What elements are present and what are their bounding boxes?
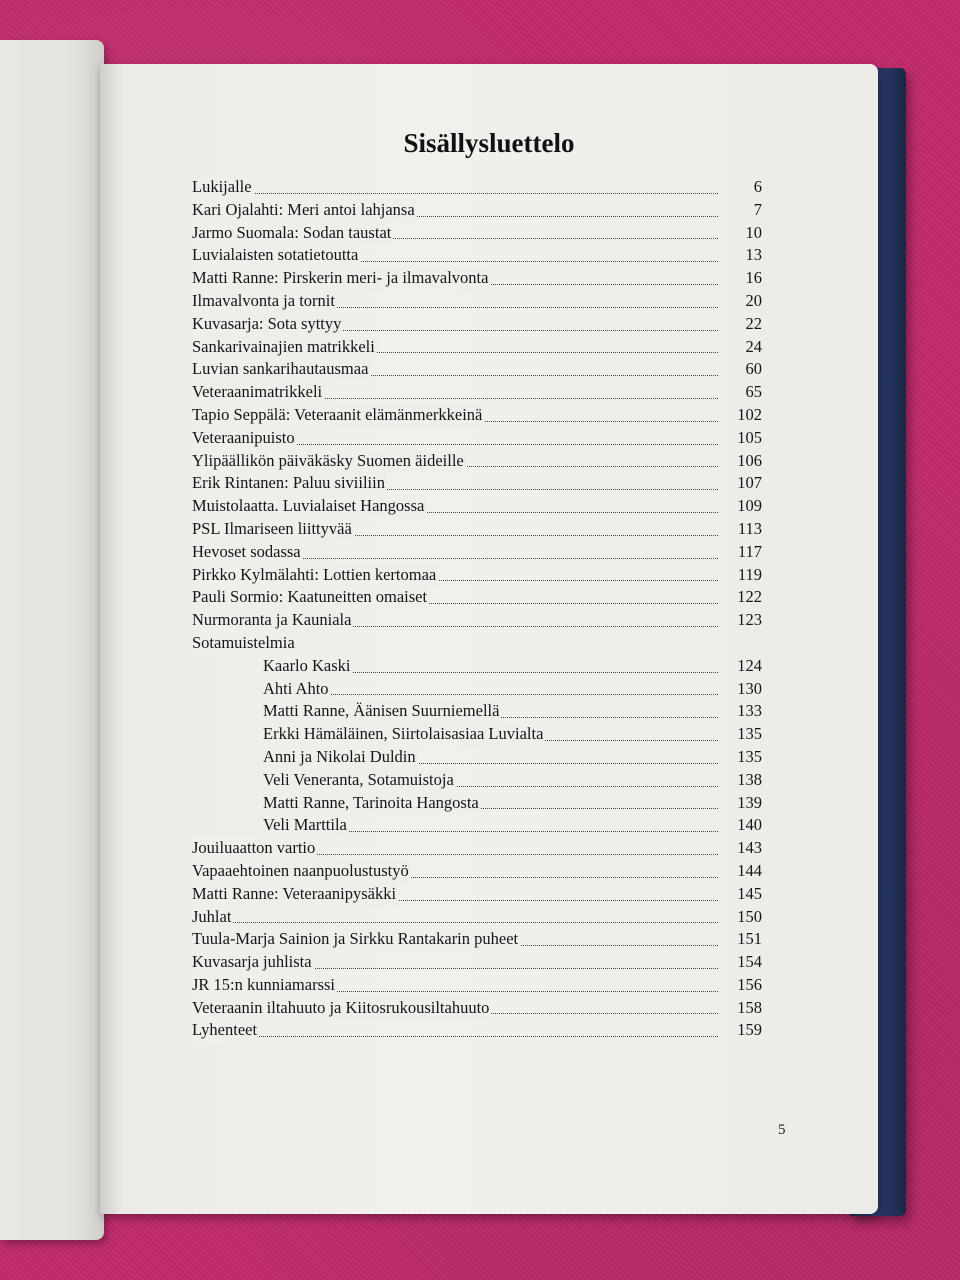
toc-entry-page: 105 (737, 427, 762, 447)
toc-entry-page: 60 (745, 359, 762, 379)
page-number: 5 (778, 1122, 786, 1138)
toc-entry (192, 632, 762, 655)
toc-entry-title: Pirkko Kylmälahti: Lottien kertomaa (192, 564, 438, 587)
toc-entry-page: 123 (737, 610, 762, 630)
toc-entry-title: Kuvasarja: Sota syttyy (192, 313, 343, 336)
toc-entry-title: Jouiluaatton vartio (192, 837, 317, 860)
toc-entry-title: Luvialaisten sotatietoutta (192, 244, 360, 267)
toc-entry (192, 837, 762, 860)
toc-entry-title: Matti Ranne: Pirskerin meri- ja ilmavalvonta (192, 267, 490, 290)
toc-entry-page: 10 (745, 222, 762, 242)
toc-entry-page: 7 (753, 199, 762, 219)
toc-entry-title: Ahti Ahto (263, 678, 331, 701)
toc-entry (192, 199, 762, 222)
toc-entry-title: Erik Rintanen: Paluu siviiliin (192, 472, 387, 495)
toc-entry-page: 135 (737, 746, 762, 766)
toc-entry-title: Juhlat (192, 906, 233, 929)
toc-entry-title: Matti Ranne, Tarinoita Hangosta (263, 792, 481, 815)
toc-entry (192, 472, 762, 495)
toc-entry (192, 267, 762, 290)
toc-entry (192, 906, 762, 929)
toc-entry-title: Luvian sankarihautausmaa (192, 358, 370, 381)
toc-entry-page: 119 (737, 564, 762, 584)
toc-entry-title: Vapaaehtoinen naanpuolustustyö (192, 860, 411, 883)
toc-entry (192, 290, 762, 313)
toc-entry-title: Matti Ranne, Äänisen Suurniemellä (263, 700, 501, 723)
toc-entry-title: Nurmoranta ja Kauniala (192, 609, 353, 632)
toc-entry (192, 609, 762, 632)
toc-entry (192, 928, 762, 951)
toc-entry-title: Tapio Seppälä: Veteraanit elämänmerkkeinä (192, 404, 484, 427)
toc-entry-page: 102 (737, 404, 762, 424)
toc-entry (192, 381, 762, 404)
toc-entry-title: JR 15:n kunniamarssi (192, 974, 337, 997)
toc-entry-title: Anni ja Nikolai Duldin (263, 746, 418, 769)
toc-entry (192, 564, 762, 587)
toc-entry-page: 13 (745, 245, 762, 265)
toc-entry (192, 700, 762, 723)
toc-entry (192, 313, 762, 336)
toc-entry (192, 746, 762, 769)
toc-entry (192, 518, 762, 541)
toc-entry-title: Sotamuistelmia (192, 632, 297, 655)
toc-entry (192, 541, 762, 564)
toc-entry-page: 151 (737, 929, 762, 949)
dot-leader (192, 193, 718, 194)
toc-entry (192, 1019, 762, 1042)
toc-entry (192, 427, 762, 450)
toc-entry-title: Kaarlo Kaski (263, 655, 353, 678)
toc-entry (192, 883, 762, 906)
toc-entry (192, 495, 762, 518)
toc-entry (192, 678, 762, 701)
toc-entry (192, 814, 762, 837)
toc-entry (192, 176, 762, 199)
toc-entry-title: Muistolaatta. Luvialaiset Hangossa (192, 495, 426, 518)
toc-entry (192, 723, 762, 746)
toc-entry-page: 140 (737, 815, 762, 835)
toc-entry-title: Matti Ranne: Veteraanipysäkki (192, 883, 398, 906)
toc-entry-page: 20 (745, 290, 762, 310)
toc-entry (192, 769, 762, 792)
toc-entry-title: Jarmo Suomala: Sodan taustat (192, 222, 393, 245)
toc-entry-page: 16 (745, 268, 762, 288)
toc-entry-title: Veteraanimatrikkeli (192, 381, 324, 404)
page-title: Sisällysluettelo (403, 128, 575, 158)
toc-entry-page: 150 (737, 906, 762, 926)
toc-entry (192, 655, 762, 678)
toc-entry-title: Kari Ojalahti: Meri antoi lahjansa (192, 199, 417, 222)
toc-entry-page: 117 (737, 541, 762, 561)
toc-entry (192, 336, 762, 359)
toc-entry (192, 358, 762, 381)
toc-entry-title: Ylipäällikön päiväkäsky Suomen äideille (192, 450, 466, 473)
toc-entry-page: 139 (737, 792, 762, 812)
toc-entry (192, 586, 762, 609)
toc-entry-title: Veli Marttila (263, 814, 349, 837)
toc-entry-title: Sankarivainajien matrikkeli (192, 336, 377, 359)
toc-entry-page: 106 (737, 450, 762, 470)
toc-entry-page: 130 (737, 678, 762, 698)
toc-entry-title: Kuvasarja juhlista (192, 951, 314, 974)
toc-entry-title: Erkki Hämäläinen, Siirtolaisasiaa Luvialta (263, 723, 545, 746)
toc-entry (192, 951, 762, 974)
toc-entry-page: 158 (737, 997, 762, 1017)
toc-entry-title: Veteraanipuisto (192, 427, 297, 450)
toc-entry (192, 404, 762, 427)
toc-entry (192, 997, 762, 1020)
table-of-contents (192, 176, 762, 1042)
dot-leader (192, 1036, 718, 1037)
toc-entry-page: 133 (737, 701, 762, 721)
toc-entry-page: 159 (737, 1020, 762, 1040)
toc-entry-title: Ilmavalvonta ja tornit (192, 290, 337, 313)
toc-entry-page: 24 (745, 336, 762, 356)
toc-entry-page: 143 (737, 838, 762, 858)
toc-entry (192, 244, 762, 267)
toc-entry (192, 222, 762, 245)
toc-entry-page: 135 (737, 724, 762, 744)
toc-entry-title: Hevoset sodassa (192, 541, 303, 564)
toc-entry-page: 122 (737, 587, 762, 607)
toc-entry (192, 974, 762, 997)
toc-entry-page: 156 (737, 974, 762, 994)
toc-entry-page: 124 (737, 655, 762, 675)
toc-entry-page: 22 (745, 313, 762, 333)
toc-entry-title: PSL Ilmariseen liittyvää (192, 518, 354, 541)
toc-entry-page: 138 (737, 769, 762, 789)
toc-entry-title: Lyhenteet (192, 1019, 259, 1042)
toc-entry-page: 144 (737, 860, 762, 880)
toc-entry-title: Tuula-Marja Sainion ja Sirkku Rantakarin puheet (192, 928, 520, 951)
toc-entry-page: 109 (737, 496, 762, 516)
left-page (0, 40, 104, 1240)
dot-leader (263, 694, 718, 695)
toc-entry-page: 145 (737, 883, 762, 903)
toc-entry-page: 65 (745, 382, 762, 402)
toc-entry (192, 860, 762, 883)
toc-entry-title: Veteraanin iltahuuto ja Kiitosrukousiltahuuto (192, 997, 491, 1020)
toc-entry-title: Pauli Sormio: Kaatuneitten omaiset (192, 586, 429, 609)
toc-entry-page: 154 (737, 952, 762, 972)
toc-entry-page: 6 (753, 177, 762, 196)
toc-entry-page: 113 (737, 518, 762, 538)
dot-leader (192, 922, 718, 923)
toc-entry-title: Veli Veneranta, Sotamuistoja (263, 769, 456, 792)
toc-entry (192, 450, 762, 473)
toc-entry-title: Lukijalle (192, 176, 254, 199)
toc-entry-page: 107 (737, 473, 762, 493)
toc-entry (192, 792, 762, 815)
